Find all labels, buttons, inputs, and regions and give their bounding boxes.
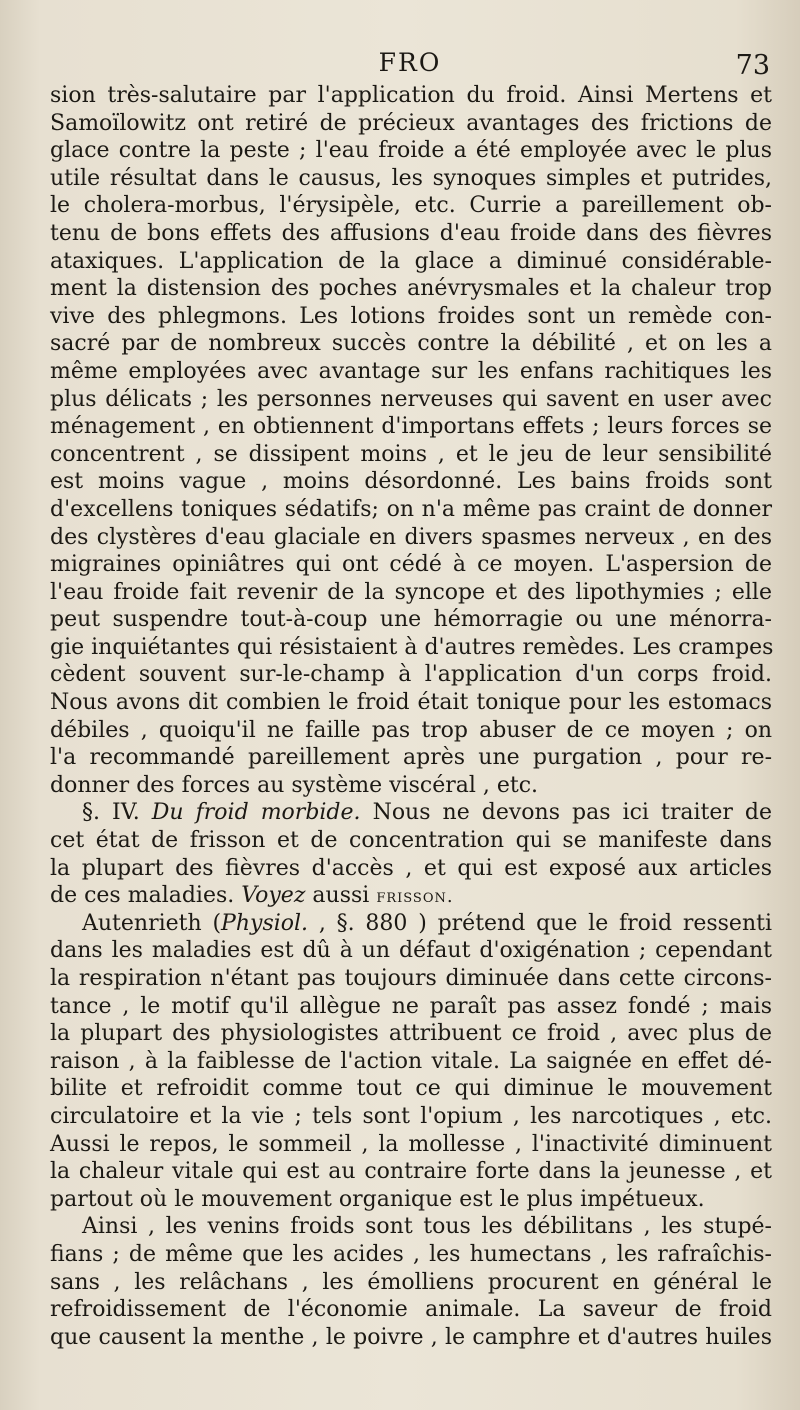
text-line: la plupart des physiologistes attribuent ce froid , avec plus de [50,1021,772,1047]
text-run: aussi [305,883,377,909]
text-line: Samoïlowitz ont retiré de précieux avantages des frictions de [50,110,772,136]
text-line: Aussi le repos, le sommeil , la mollesse , l'inactivité diminuent [50,1131,772,1157]
text-line: la respiration n'étant pas toujours diminuée dans cette circons- [50,966,772,991]
text-line: des clystères d'eau glaciale en divers spasmes nerveux , en des [50,524,772,550]
text-line: refroidissement de l'économie animale. La saveur de froid [50,1297,772,1323]
italic-text: Du froid morbide. [151,800,361,826]
text-line: dans les maladies est dû à un défaut d'oxigénation ; cependant [50,938,772,964]
page-header [50,48,770,84]
text-line: circulatoire et la vie ; tels sont l'opium , les narcotiques , etc. [50,1103,772,1129]
text-line: Ainsi , les venins froids sont tous les débilitans , les stupé- [82,1214,772,1240]
text-run: Nous ne devons pas ici traiter de [360,800,773,826]
text-line: partout où le mouvement organique est le plus impétueux. [50,1186,705,1212]
page-number: 73 [735,50,770,81]
text-line: le cholera-morbus, l'érysipèle, etc. Currie a pareillement ob- [50,193,772,219]
text-line: que causent la menthe , le poivre , le camphre et d'autres huiles [50,1324,772,1350]
text-line: bilite et refroidit comme tout ce qui diminue le mouvement [50,1076,772,1102]
text-line [50,799,772,827]
text-line: peut suspendre tout-à-coup une hémorragie ou une ménorra- [50,607,772,633]
text-line: tance , le motif qu'il allègue ne paraît pas assez fondé ; mais [50,993,772,1019]
text-line: concentrent , se dissipent moins , et le jeu de leur sensibilité [50,441,772,467]
text-line: ménagement , en obtiennent d'importans effets ; leurs forces se [50,414,772,440]
text-line: migraines opiniâtres qui ont cédé à ce moyen. L'aspersion de [50,552,772,578]
text-run: §. IV. [82,800,152,826]
text-line: débiles , quoiqu'il ne faille pas trop abuser de ce moyen ; on [50,717,772,743]
text-line: tenu de bons effets des affusions d'eau froide dans des fièvres [50,220,772,246]
text-line: gie inquiétantes qui résistaient à d'autres remèdes. Les crampes [50,634,774,660]
text-run: de ces maladies. [50,883,242,909]
text-line: ment la distension des poches anévrysmales et la chaleur trop [50,276,772,302]
text-line: l'a recommandé pareillement après une purgation , pour re- [50,745,772,771]
text-line: raison , à la faiblesse de l'action vitale. La saignée en effet dé- [50,1048,772,1074]
text-line: d'excellens toniques sédatifs; on n'a même pas craint de donner [50,496,772,522]
text-line: est moins vague , moins désordonné. Les bains froids sont [50,469,772,495]
text-line: plus délicats ; les personnes nerveuses qui savent en user avec [50,386,772,412]
text-line: fians ; de même que les acides , les humectans , les rafraîchis- [50,1241,772,1267]
text-line: utile résultat dans le causus, les synoques simples et putrides, [50,165,772,191]
text-line: l'eau froide fait revenir de la syncope et des lipothymies ; elle [50,579,772,605]
text-line: même employées avec avantage sur les enfans rachitiques les [50,358,772,384]
text-line: la plupart des fièvres d'accès , et qui est exposé aux articles [50,855,772,881]
text-line: cèdent souvent sur-le-champ à l'application d'un corps froid. [50,662,772,688]
text-line: cet état de frisson et de concentration qui se manifeste dans [50,828,772,854]
text-line: Nous avons dit combien le froid était tonique pour les estomacs [50,690,772,716]
text-line: glace contre la peste ; l'eau froide a été employée avec le plus [50,138,772,164]
text-run: , §. 880 ) prétend que le froid ressenti [308,910,772,936]
text-line [50,882,772,910]
running-head: FRO [378,48,442,77]
text-line [50,910,772,938]
text-line: donner des forces au système viscéral , etc. [50,772,539,798]
text-line: sans , les relâchans , les émolliens procurent en général le [50,1269,772,1295]
text-line: ataxiques. L'application de la glace a diminué considérable- [50,248,772,274]
italic-text: Physiol. [221,910,309,936]
text-line: la chaleur vitale qui est au contraire forte dans la jeunesse , et [50,1159,772,1185]
body-text [50,82,772,1351]
italic-text: Voyez [241,883,306,909]
text-run: Autenrieth ( [82,910,222,936]
text-line: sion très-salutaire par l'application du froid. Ainsi Mertens et [50,83,772,108]
text-line: sacré par de nombreux succès contre la débilité , et on les a [50,331,772,357]
text-line: vive des phlegmons. Les lotions froides sont un remède con- [50,303,772,329]
small-caps-text: frisson. [376,886,454,908]
